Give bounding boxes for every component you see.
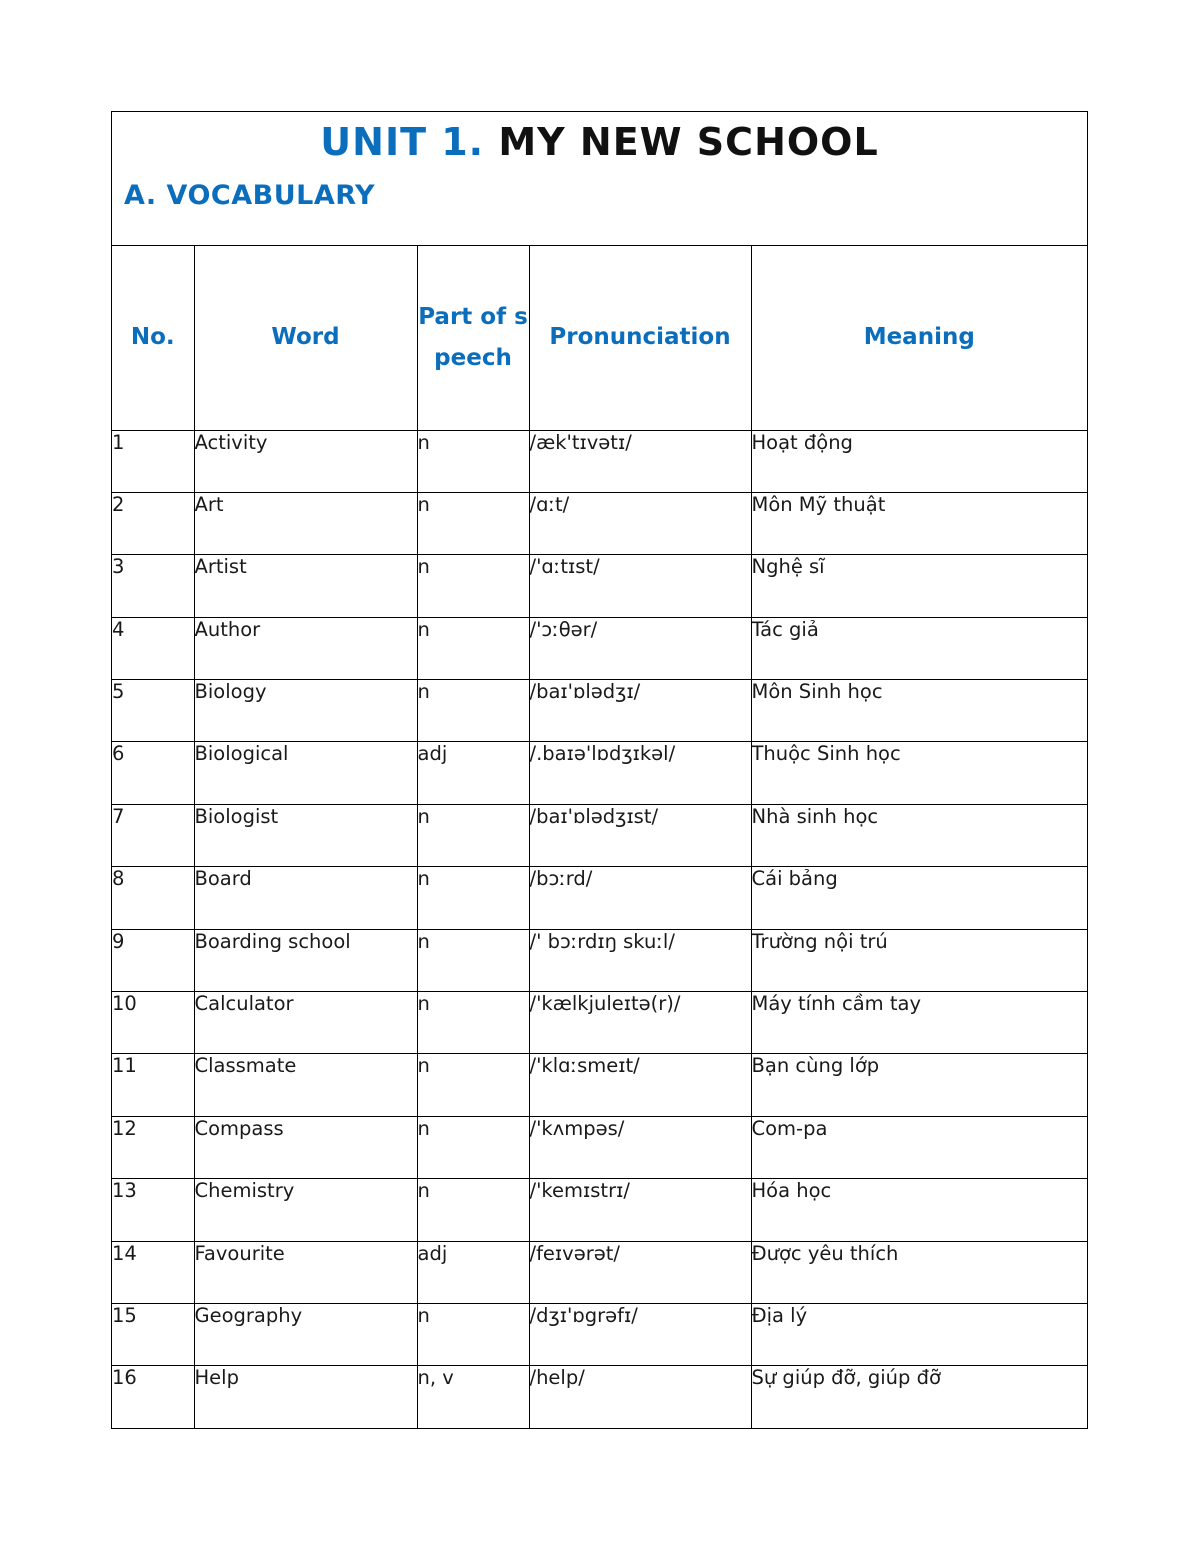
cell-no: 16: [112, 1366, 194, 1428]
cell-meaning: Nghệ sĩ: [751, 555, 1087, 617]
cell-part-of-speech: n: [417, 492, 529, 554]
table-row: [112, 492, 1087, 554]
table-row: [112, 1303, 1087, 1365]
cell-word: Author: [194, 617, 417, 679]
cell-pronunciation: /dʒɪ'ɒgrəfɪ/: [529, 1303, 751, 1365]
table-row: [112, 1179, 1087, 1241]
table-row: [112, 1116, 1087, 1178]
cell-part-of-speech: n: [417, 929, 529, 991]
cell-no: 9: [112, 929, 194, 991]
cell-pronunciation: /baɪ'ɒlədʒɪst/: [529, 804, 751, 866]
cell-part-of-speech: n: [417, 1054, 529, 1116]
cell-word: Biological: [194, 742, 417, 804]
cell-no: 8: [112, 867, 194, 929]
page-title: [112, 120, 1087, 164]
cell-meaning: Hoạt động: [751, 430, 1087, 492]
document-frame: [111, 111, 1088, 1429]
cell-part-of-speech: n: [417, 680, 529, 742]
cell-pronunciation: /'kemɪstrɪ/: [529, 1179, 751, 1241]
header-part-of-speech: Part of speech: [417, 246, 529, 430]
cell-meaning: Địa lý: [751, 1303, 1087, 1365]
cell-pronunciation: /help/: [529, 1366, 751, 1428]
cell-word: Calculator: [194, 992, 417, 1054]
table-row: [112, 992, 1087, 1054]
cell-part-of-speech: n: [417, 430, 529, 492]
cell-pronunciation: /'kælkjuleɪtə(r)/: [529, 992, 751, 1054]
cell-part-of-speech: n: [417, 1179, 529, 1241]
cell-meaning: Tác giả: [751, 617, 1087, 679]
cell-meaning: Thuộc Sinh học: [751, 742, 1087, 804]
cell-no: 14: [112, 1241, 194, 1303]
title-name: MY NEW SCHOOL: [498, 120, 879, 164]
table-row: [112, 804, 1087, 866]
cell-no: 13: [112, 1179, 194, 1241]
cell-part-of-speech: n, v: [417, 1366, 529, 1428]
cell-no: 3: [112, 555, 194, 617]
cell-no: 7: [112, 804, 194, 866]
header-meaning: Meaning: [751, 246, 1087, 430]
title-unit: UNIT 1.: [320, 120, 485, 164]
cell-pronunciation: /'ɔːθər/: [529, 617, 751, 679]
cell-part-of-speech: n: [417, 555, 529, 617]
cell-no: 4: [112, 617, 194, 679]
table-row: [112, 555, 1087, 617]
table-row: [112, 929, 1087, 991]
cell-meaning: Nhà sinh học: [751, 804, 1087, 866]
cell-pronunciation: /'ɑːtɪst/: [529, 555, 751, 617]
table-body: [112, 430, 1087, 1428]
cell-part-of-speech: adj: [417, 742, 529, 804]
cell-meaning: Được yêu thích: [751, 1241, 1087, 1303]
cell-no: 5: [112, 680, 194, 742]
cell-no: 12: [112, 1116, 194, 1178]
cell-pronunciation: /æk'tɪvətɪ/: [529, 430, 751, 492]
cell-pronunciation: /feɪvərət/: [529, 1241, 751, 1303]
cell-no: 1: [112, 430, 194, 492]
cell-pronunciation: /' bɔːrdɪŋ skuːl/: [529, 929, 751, 991]
table-row: [112, 430, 1087, 492]
cell-no: 6: [112, 742, 194, 804]
cell-word: Geography: [194, 1303, 417, 1365]
cell-part-of-speech: n: [417, 867, 529, 929]
cell-word: Biology: [194, 680, 417, 742]
cell-word: Favourite: [194, 1241, 417, 1303]
table-row: [112, 1241, 1087, 1303]
cell-word: Activity: [194, 430, 417, 492]
table-row: [112, 680, 1087, 742]
cell-pronunciation: /.baɪə'lɒdʒɪkəl/: [529, 742, 751, 804]
cell-meaning: Hóa học: [751, 1179, 1087, 1241]
cell-part-of-speech: n: [417, 1116, 529, 1178]
vocabulary-table: [112, 246, 1087, 1428]
cell-no: 2: [112, 492, 194, 554]
cell-no: 11: [112, 1054, 194, 1116]
table-row: [112, 617, 1087, 679]
cell-part-of-speech: n: [417, 992, 529, 1054]
cell-pronunciation: /bɔːrd/: [529, 867, 751, 929]
cell-pronunciation: /'kʌmpəs/: [529, 1116, 751, 1178]
table-row: [112, 867, 1087, 929]
cell-pronunciation: /baɪ'ɒlədʒɪ/: [529, 680, 751, 742]
cell-word: Boarding school: [194, 929, 417, 991]
cell-pronunciation: /'klɑːsmeɪt/: [529, 1054, 751, 1116]
cell-meaning: Môn Sinh học: [751, 680, 1087, 742]
cell-word: Help: [194, 1366, 417, 1428]
cell-word: Compass: [194, 1116, 417, 1178]
cell-pronunciation: /ɑːt/: [529, 492, 751, 554]
header-word: Word: [194, 246, 417, 430]
cell-meaning: Trường nội trú: [751, 929, 1087, 991]
cell-meaning: Cái bảng: [751, 867, 1087, 929]
cell-word: Chemistry: [194, 1179, 417, 1241]
table-row: [112, 1054, 1087, 1116]
cell-meaning: Môn Mỹ thuật: [751, 492, 1087, 554]
cell-part-of-speech: n: [417, 1303, 529, 1365]
header-no: No.: [112, 246, 194, 430]
table-row: [112, 1366, 1087, 1428]
cell-meaning: Bạn cùng lớp: [751, 1054, 1087, 1116]
cell-part-of-speech: adj: [417, 1241, 529, 1303]
cell-meaning: Máy tính cầm tay: [751, 992, 1087, 1054]
cell-part-of-speech: n: [417, 617, 529, 679]
cell-word: Art: [194, 492, 417, 554]
cell-no: 15: [112, 1303, 194, 1365]
cell-meaning: Sự giúp đỡ, giúp đỡ: [751, 1366, 941, 1390]
cell-meaning: Com-pa: [751, 1116, 1087, 1178]
section-heading: A. VOCABULARY: [124, 180, 376, 211]
cell-word: Classmate: [194, 1054, 417, 1116]
title-block: [112, 112, 1087, 246]
cell-no: 10: [112, 992, 194, 1054]
cell-word: Biologist: [194, 804, 417, 866]
header-pronunciation: Pronunciation: [529, 246, 751, 430]
cell-word: Board: [194, 867, 417, 929]
cell-part-of-speech: n: [417, 804, 529, 866]
table-row: [112, 742, 1087, 804]
cell-word: Artist: [194, 555, 417, 617]
table-header-row: [112, 246, 1087, 430]
